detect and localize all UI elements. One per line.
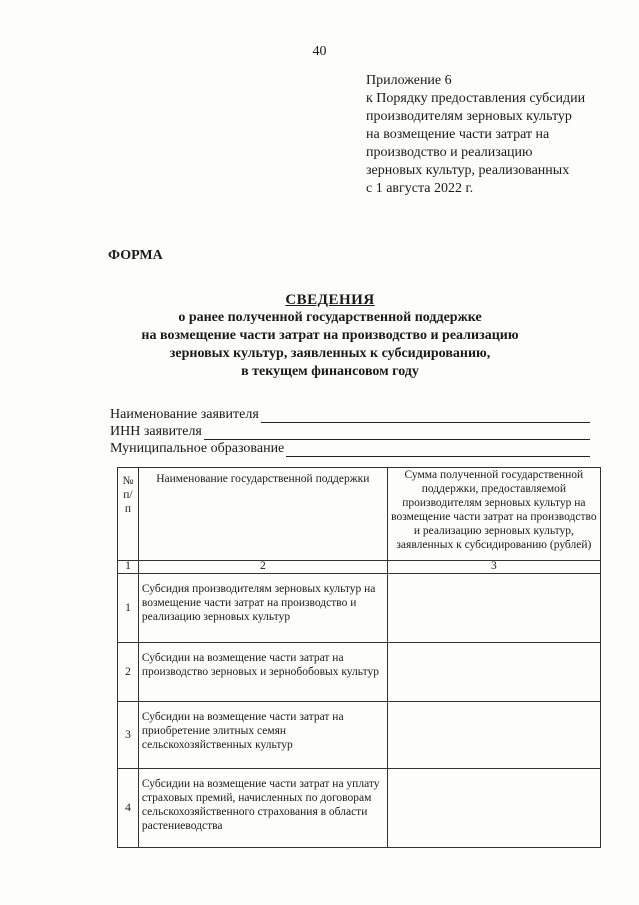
title-line: о ранее полученной государственной поддержке bbox=[178, 310, 482, 325]
table-row bbox=[118, 574, 601, 643]
row-amount-cell[interactable] bbox=[387, 643, 600, 702]
applicant-name-field[interactable] bbox=[110, 406, 590, 423]
page-number: 40 bbox=[312, 44, 327, 59]
document-title bbox=[100, 291, 560, 381]
field-line[interactable] bbox=[286, 443, 590, 457]
municipality-field[interactable] bbox=[110, 440, 590, 457]
title-line: в текущем финансовом году bbox=[241, 364, 419, 379]
field-label: Наименование заявителя bbox=[110, 407, 259, 422]
applicant-fields bbox=[110, 406, 590, 457]
column-number-row bbox=[118, 561, 601, 574]
header-name: Наименование государственной поддержки bbox=[138, 468, 387, 561]
table-row bbox=[118, 769, 601, 848]
header-num: № п/п bbox=[118, 468, 139, 561]
row-name: Субсидии на возмещение части затрат на уплату страховых премий, начисленных по договорам сельскохозяйственного страхования в области растениеводства bbox=[138, 769, 387, 848]
appendix-line: на возмещение части затрат на bbox=[366, 127, 550, 142]
support-table bbox=[117, 467, 601, 848]
forma-label: ФОРМА bbox=[108, 248, 163, 263]
appendix-line: к Порядку предоставления субсидии bbox=[366, 91, 586, 106]
header-amount: Сумма полученной государственной поддержки, предоставляемой производителям зерновых культур на возмещение части затрат на производство и реализацию зерновых культур, заявленных к субсидированию (рублей) bbox=[387, 468, 600, 561]
table-header-row bbox=[118, 468, 601, 561]
row-number: 3 bbox=[118, 702, 139, 769]
field-line[interactable] bbox=[204, 426, 590, 440]
appendix-line: производителям зерновых культур bbox=[366, 109, 572, 124]
row-number: 4 bbox=[118, 769, 139, 848]
title-line: зерновых культур, заявленных к субсидированию, bbox=[169, 346, 491, 361]
row-name: Субсидии на возмещение части затрат на приобретение элитных семян сельскохозяйственных культур bbox=[138, 702, 387, 769]
appendix-line: Приложение 6 bbox=[366, 73, 452, 88]
column-number: 2 bbox=[138, 561, 387, 574]
appendix-line: с 1 августа 2022 г. bbox=[366, 181, 474, 196]
table-row bbox=[118, 643, 601, 702]
field-label: Муниципальное образование bbox=[110, 441, 285, 456]
row-amount-cell[interactable] bbox=[387, 574, 600, 643]
row-amount-cell[interactable] bbox=[387, 702, 600, 769]
column-number: 1 bbox=[118, 561, 139, 574]
field-label: ИНН заявителя bbox=[110, 424, 202, 439]
row-name: Субсидия производителям зерновых культур на возмещение части затрат на производство и реализацию зерновых культур bbox=[138, 574, 387, 643]
appendix-line: зерновых культур, реализованных bbox=[366, 163, 570, 178]
title-main: СВЕДЕНИЯ bbox=[285, 292, 375, 308]
row-amount-cell[interactable] bbox=[387, 769, 600, 848]
appendix-line: производство и реализацию bbox=[366, 145, 533, 160]
appendix-block bbox=[366, 72, 626, 198]
row-number: 1 bbox=[118, 574, 139, 643]
field-line[interactable] bbox=[261, 409, 590, 423]
column-number: 3 bbox=[387, 561, 600, 574]
inn-field[interactable] bbox=[110, 423, 590, 440]
title-line: на возмещение части затрат на производство и реализацию bbox=[141, 328, 519, 343]
row-number: 2 bbox=[118, 643, 139, 702]
row-name: Субсидии на возмещение части затрат на производство зерновых и зернобобовых культур bbox=[138, 643, 387, 702]
table-row bbox=[118, 702, 601, 769]
